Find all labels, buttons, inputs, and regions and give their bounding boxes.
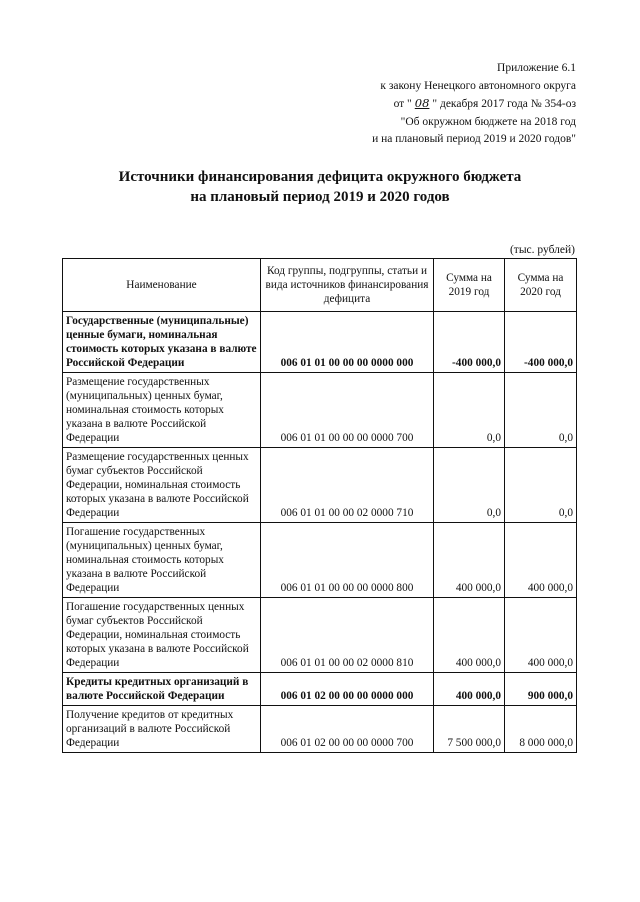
approval-line-5: и на плановый период 2019 и 2020 годов" — [372, 133, 576, 145]
approval-date-prefix: от " — [393, 98, 412, 110]
units-note: (тыс. рублей) — [509, 244, 575, 256]
row-code: 006 01 01 00 00 02 0000 710 — [261, 448, 434, 523]
table-header-row — [63, 259, 577, 312]
row-sum-2020: 400 000,0 — [505, 523, 577, 598]
row-sum-2020: 900 000,0 — [505, 673, 577, 706]
row-code: 006 01 01 00 00 00 0000 700 — [261, 373, 434, 448]
row-name: Государственные (муниципальные) ценные бумаги, номинальная стоимость которых указана в валюте Российской Федерации — [63, 312, 261, 373]
row-sum-2020: 8 000 000,0 — [505, 706, 577, 753]
approval-date-suffix: " декабря 2017 года № 354-оз — [432, 98, 576, 110]
document-title — [0, 167, 640, 207]
table-row — [63, 598, 577, 673]
header-sum-2020: Сумма на 2020 год — [505, 259, 577, 312]
row-name: Размещение государственных (муниципальных) ценных бумаг, номинальная стоимость которых указана в валюте Российской Федерации — [63, 373, 261, 448]
row-code: 006 01 01 00 00 00 0000 800 — [261, 523, 434, 598]
row-name: Погашение государственных (муниципальных) ценных бумаг, номинальная стоимость которых указана в валюте Российской Федерации — [63, 523, 261, 598]
document-title-line-2: на плановый период 2019 и 2020 годов — [190, 189, 450, 205]
row-sum-2019: -400 000,0 — [434, 312, 505, 373]
row-sum-2019: 7 500 000,0 — [434, 706, 505, 753]
approval-block — [372, 60, 576, 149]
approval-line-3 — [372, 95, 576, 114]
row-sum-2019: 400 000,0 — [434, 523, 505, 598]
table-row — [63, 373, 577, 448]
row-code: 006 01 02 00 00 00 0000 700 — [261, 706, 434, 753]
approval-handwritten-day: 08 — [414, 96, 430, 110]
document-title-line-1: Источники финансирования дефицита окружного бюджета — [118, 169, 522, 185]
header-sum-2019: Сумма на 2019 год — [434, 259, 505, 312]
row-sum-2020: 400 000,0 — [505, 598, 577, 673]
row-code: 006 01 02 00 00 00 0000 000 — [261, 673, 434, 706]
row-name: Размещение государственных ценных бумаг субъектов Российской Федерации, номинальная стоимость которых указана в валюте Российской Федерации — [63, 448, 261, 523]
financing-sources-table — [62, 258, 577, 753]
approval-line-4: "Об окружном бюджете на 2018 год — [400, 115, 576, 128]
row-sum-2019: 0,0 — [434, 373, 505, 448]
table-row — [63, 312, 577, 373]
row-code: 006 01 01 00 00 02 0000 810 — [261, 598, 434, 673]
header-name: Наименование — [63, 259, 261, 312]
table-row — [63, 523, 577, 598]
row-sum-2019: 400 000,0 — [434, 598, 505, 673]
row-sum-2019: 0,0 — [434, 448, 505, 523]
row-name: Получение кредитов от кредитных организаций в валюте Российской Федерации — [63, 706, 261, 753]
row-name: Погашение государственных ценных бумаг субъектов Российской Федерации, номинальная стоимость которых указана в валюте Российской Федерации — [63, 598, 261, 673]
table-row — [63, 448, 577, 523]
table-row — [63, 706, 577, 753]
row-sum-2019: 400 000,0 — [434, 673, 505, 706]
row-name: Кредиты кредитных организаций в валюте Российской Федерации — [63, 673, 261, 706]
row-code: 006 01 01 00 00 00 0000 000 — [261, 312, 434, 373]
row-sum-2020: -400 000,0 — [505, 312, 577, 373]
header-code: Код группы, подгруппы, статьи и вида источников финансирования дефицита — [261, 259, 434, 312]
table-row — [63, 673, 577, 706]
approval-line-2: к закону Ненецкого автономного округа — [380, 79, 576, 92]
row-sum-2020: 0,0 — [505, 373, 577, 448]
approval-line-1: Приложение 6.1 — [497, 62, 576, 74]
row-sum-2020: 0,0 — [505, 448, 577, 523]
